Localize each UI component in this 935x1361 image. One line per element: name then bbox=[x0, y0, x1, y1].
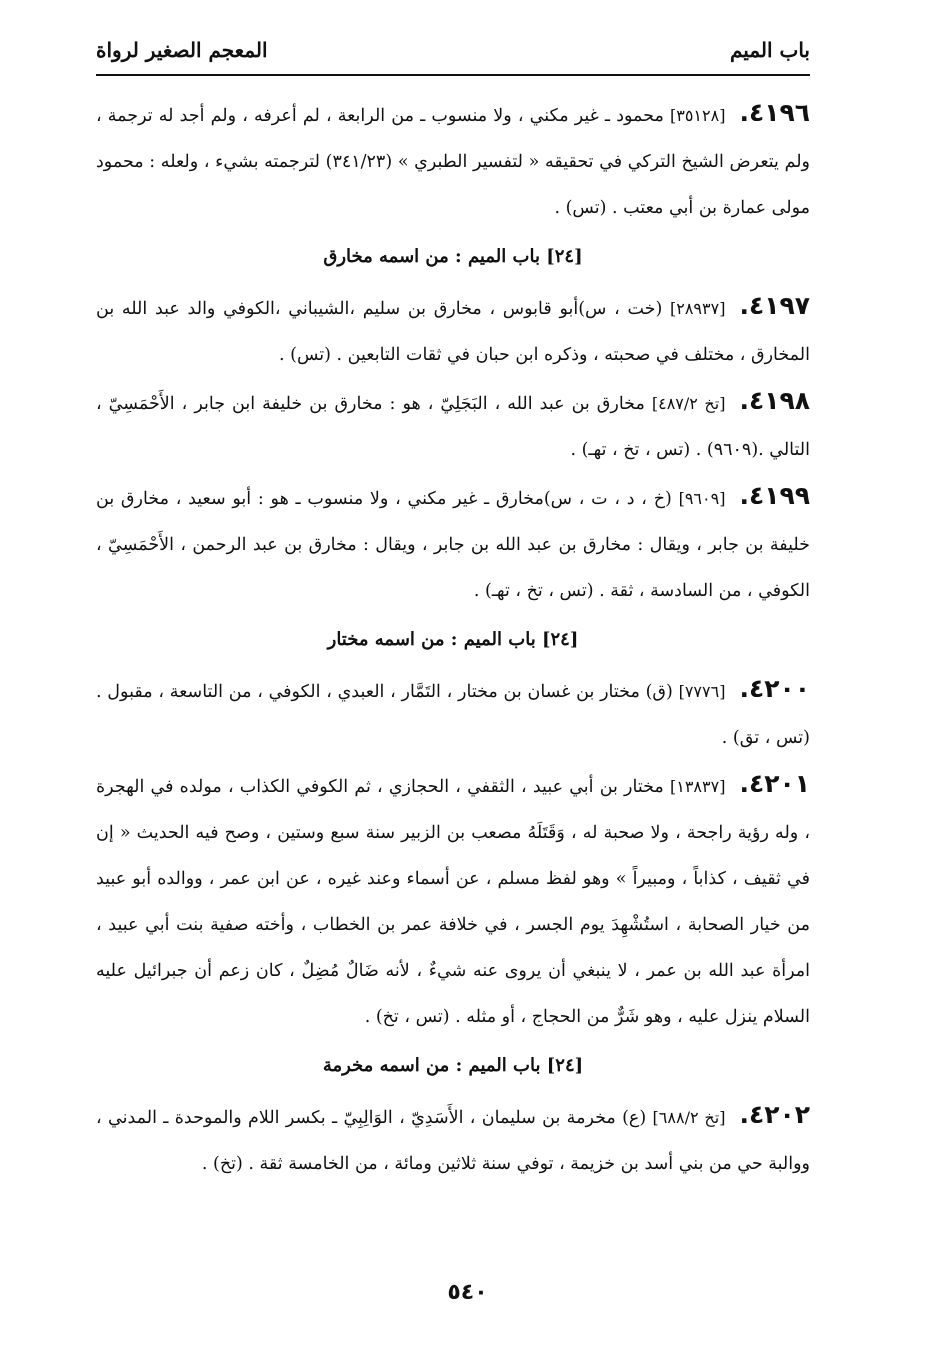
entry-text: (خ ، د ، ت ، س)مخارق ـ غير مكني ، ولا منسوب ـ هو : أبو سعيد ، مخارق بن خليفة بن جابر ، ويقال : مخارق بن عبد الله بن جابر ، ويقال : مخارق بن عبد الرحمن ، الأَحْمَسِيّ ، الكوفي ، من السادسة ، ثقة . (تس ، تخ ، تهـ) . bbox=[96, 489, 810, 601]
entry-text: (ق) مختار بن غسان بن مختار ، التَمَّار ، العبدي ، الكوفي ، من التاسعة ، مقبول . (تس ، تق) . bbox=[96, 682, 810, 748]
entry-reference: [٩٦٠٩] bbox=[678, 489, 726, 508]
entry-number: ٤١٩٦. bbox=[739, 98, 810, 127]
section-heading: [٢٤] باب الميم : من اسمه مخارق bbox=[323, 246, 583, 267]
entry-text: (خت ، س)أبو قابوس ، مخارق بن سليم ،الشيباني ،الكوفي والد عبد الله بن المخارق ، مختلف في صحبته ، وذكره ابن حبان في ثقات التابعين . (تس) . bbox=[96, 299, 810, 365]
entry-4201 bbox=[96, 761, 810, 1040]
section-heading: [٢٤] باب الميم : من اسمه مخرمة bbox=[322, 1055, 584, 1076]
page-number: ٥٤٠ bbox=[447, 1280, 488, 1305]
book-title: المعجم الصغير لرواة bbox=[96, 38, 268, 62]
entry-4200 bbox=[96, 666, 810, 761]
entry-4197 bbox=[96, 283, 810, 378]
entry-4202 bbox=[96, 1092, 810, 1187]
entry-number: ٤٢٠٠. bbox=[739, 674, 810, 703]
entry-number: ٤٢٠١. bbox=[739, 769, 810, 798]
entry-text: (ع) مخرمة بن سليمان ، الأَسَدِيّ ، الوَالِبِيّ ـ بكسر اللام والموحدة ـ المدني ، ووالبة حي من بني أسد بن خزيمة ، توفي سنة ثلاثين ومائة ، من الخامسة ثقة . (تخ) . bbox=[96, 1108, 810, 1174]
section-heading: [٢٤] باب الميم : من اسمه مختار bbox=[327, 629, 579, 650]
entry-reference: [تخ ٦٨٨/٢] bbox=[652, 1108, 726, 1127]
entry-number: ٤١٩٩. bbox=[739, 481, 810, 510]
header-rule bbox=[96, 74, 810, 76]
chapter-title: باب الميم bbox=[729, 38, 810, 62]
page-body bbox=[96, 90, 810, 1187]
running-header bbox=[96, 34, 810, 70]
entry-reference: [٣٥١٢٨] bbox=[669, 106, 726, 125]
entry-text: مختار بن أبي عبيد ، الثقفي ، الحجازي ، ثم الكوفي الكذاب ، مولده في الهجرة ، وله رؤية راجحة ، ولا صحبة له ، وَقَتَلَهُ مصعب بن الزبير سنة سبع وستين ، وصح فيه الحديث « إن في ثقيف ، كذاباً ، ومبيراً » وهو لفظ مسلم ، عن أسماء وعند غيره ، عن ابن عمر ، ووالده أبو عبيد من خيار الصحابة ، استُشْهِدَ يوم الجسر ، في خلافة عمر بن الخطاب ، وأخته صفية بنت أبي عبيد ، امرأة عبد الله بن عمر ، لا ينبغي أن يروى عنه شيءٌ ، لأنه ضَالٌ مُضِلٌ ، كان زعم أن جبرائيل عليه السلام ينزل عليه ، وهو شَرٌّ من الحجاج ، أو مثله . (تس ، تخ) . bbox=[96, 777, 810, 1027]
entry-4196 bbox=[96, 90, 810, 231]
entry-reference: [تخ ٤٨٧/٢] bbox=[651, 394, 726, 413]
entry-reference: [٧٧٧٦] bbox=[678, 682, 726, 701]
entry-reference: [٢٨٩٣٧] bbox=[669, 299, 726, 318]
entry-reference: [١٣٨٣٧] bbox=[669, 777, 726, 796]
entry-4199 bbox=[96, 473, 810, 614]
entry-number: ٤١٩٨. bbox=[739, 386, 810, 415]
entry-text: محمود ـ غير مكني ، ولا منسوب ـ من الرابعة ، لم أعرفه ، ولم أجد له ترجمة ، ولم يتعرض الشيخ التركي في تحقيقه « لتفسير الطبري » (٣٤١/٢٣) لترجمته بشيء ، ولعله : محمود مولى عمارة بن أبي معتب . (تس) . bbox=[96, 106, 810, 218]
entry-number: ٤٢٠٢. bbox=[739, 1100, 810, 1129]
entry-4198 bbox=[96, 378, 810, 473]
entry-text: مخارق بن عبد الله ، البَجَلِيّ ، هو : مخارق بن خليفة ابن جابر ، الأَحْمَسِيّ ، التالي .(٩٦٠٩) . (تس ، تخ ، تهـ) . bbox=[96, 394, 810, 460]
entry-number: ٤١٩٧. bbox=[739, 291, 810, 320]
